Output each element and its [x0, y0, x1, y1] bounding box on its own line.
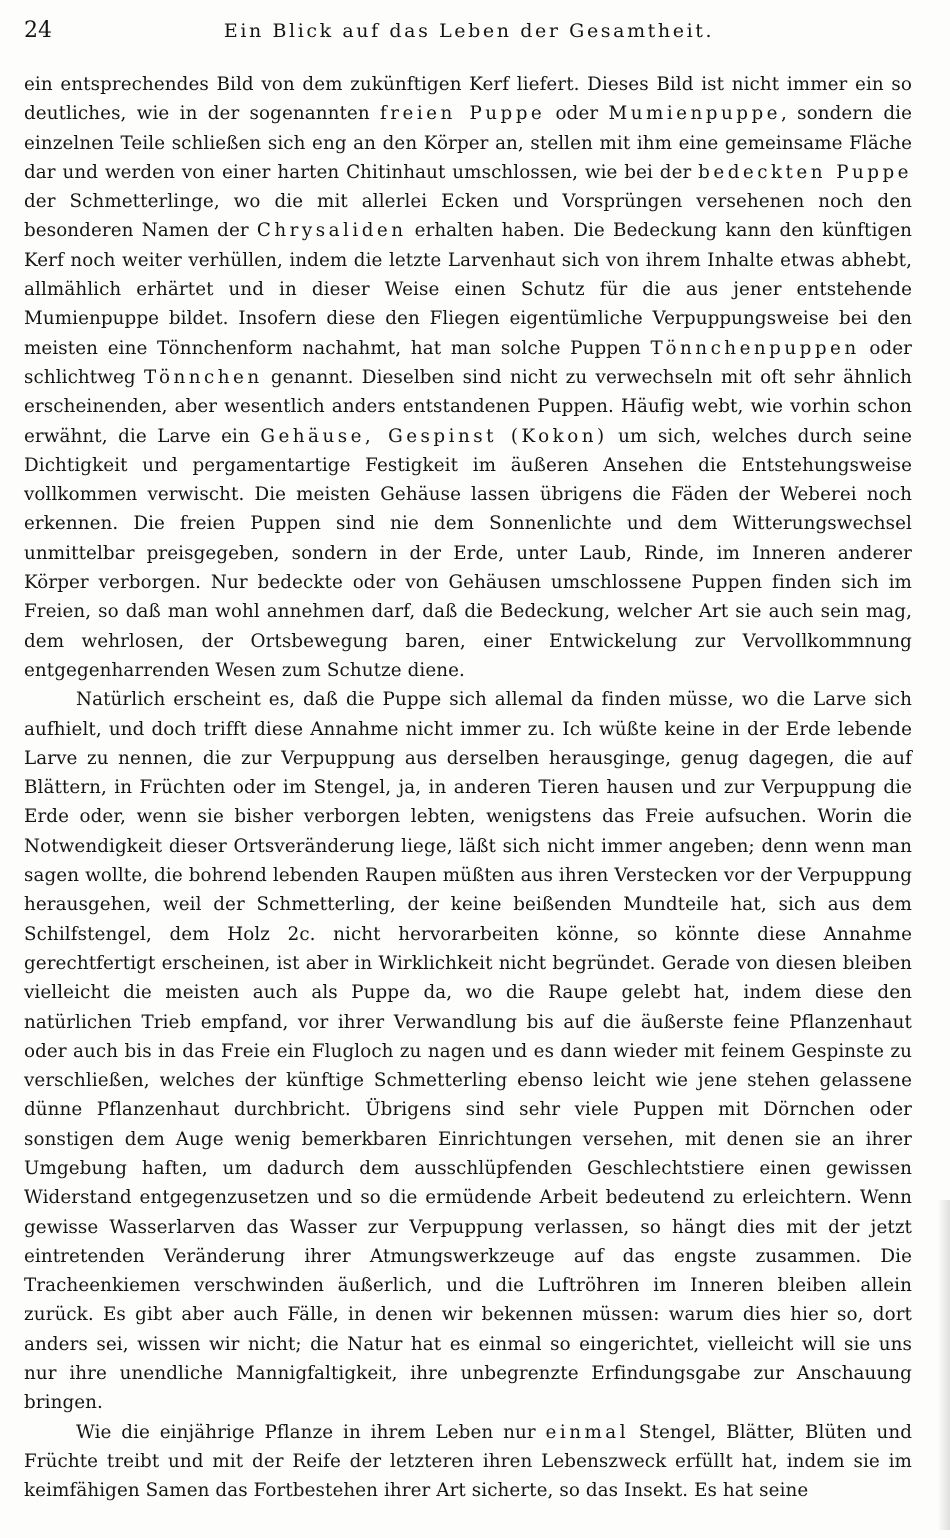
emphasized-term: Tönnchenpuppen: [650, 337, 860, 359]
paragraph: [24, 685, 912, 1417]
emphasized-term: Gehäuse, Gespinst (Kokon): [260, 425, 608, 447]
text-run: oder schlichtweg: [24, 337, 913, 388]
text-run: , sondern die einzelnen Teile schließen sich eng an den Körper an, stellen mit ihm eine gemeinsame Fläche dar und werden von einer harten Chitinhaut umschlossen, wie bei der: [24, 103, 912, 183]
text-run: ein entsprechendes Bild von dem zukünftigen Kerf liefert. Dieses Bild ist nicht immer ein so deutliches, wie in der sogenannten: [24, 74, 912, 125]
emphasized-term: freien Puppe: [380, 103, 546, 125]
text-run: Wie die einjährige Pflanze in ihrem Leben nur: [76, 1421, 546, 1443]
text-run: oder: [545, 103, 609, 125]
emphasized-term: Mumienpuppe: [608, 103, 781, 125]
page-edge-shadow: [938, 1200, 950, 1530]
text-run: der Schmetterlinge, wo die mit allerlei Ecken und Vorsprüngen versehenen noch den besonderen Namen der: [24, 191, 912, 242]
text-run: um sich, welches durch seine Dichtigkeit und pergamentartige Festigkeit im äußeren Ansehen die Entstehungsweise vollkommen verwischt. Die meisten Gehäuse lassen übrigens die Fäden der Weberei noch erkennen. Die freien Puppen sind nie dem Sonnenlichte und dem Witterungswechsel unmittelbar preisgegeben, sondern in der Erde, unter Laub, Rinde, im Inneren anderer Körper verborgen. Nur bedeckte oder von Gehäusen umschlossene Puppen finden sich im Freien, so daß man wohl annehmen darf, daß die Bedeckung, welcher Art sie auch sein mag, dem wehrlosen, der Ortsbewegung baren, einer Entwickelung zur Vervollkommnung entgegenharrenden Wesen zum Schutze diene.: [24, 425, 913, 681]
emphasized-term: Tönnchen: [143, 366, 263, 388]
page-header: [24, 18, 914, 54]
page-number: 24: [24, 18, 52, 43]
emphasized-term: bedeckten Puppe: [698, 161, 912, 183]
paragraph: [24, 70, 912, 685]
text-run: Stengel, Blätter, Blüten und Früchte treibt und mit der Reife der letzteren ihren Lebenszweck erfüllt hat, indem sie im keimfähigen Samen das Fortbestehen ihrer Art sicherte, so das Insekt. Es hat seine: [24, 1421, 912, 1502]
emphasized-term: Chrysaliden: [256, 220, 407, 242]
running-title: Ein Blick auf das Leben der Gesamtheit.: [223, 20, 715, 42]
text-run: genannt. Dieselben sind nicht zu verwechseln mit oft sehr ähnlich erscheinenden, aber wesentlich anders entstandenen Puppen. Häufig webt, wie vorhin schon erwähnt, die Larve ein: [24, 366, 912, 447]
body-text: [24, 70, 912, 1506]
emphasized-term: einmal: [545, 1421, 630, 1443]
paragraph: [24, 1418, 912, 1506]
text-run: Natürlich erscheint es, daß die Puppe sich allemal da finden müsse, wo die Larve sich aufhielt, und doch trifft diese Annahme nicht immer zu. Ich wüßte keine in der Erde lebende Larve zu nennen, die zur Verpuppung aus derselben herausginge, genug dagegen, die auf Blättern, in Früchten oder im Stengel, ja, in anderen Tieren hausen und zur Verpuppung die Erde oder, wenn sie bisher verborgen lebten, wenigstens das Freie aufsuchen. Worin die Notwendigkeit dieser Ortsveränderung liege, läßt sich nicht immer angeben; denn wenn man sagen wollte, die bohrend lebenden Raupen müßten aus ihren Verstecken vor der Verpuppung herausgehen, weil der Schmetterling, der keine beißenden Mundteile hat, sich aus dem Schilfstengel, dem Holz 2c. nicht hervorarbeiten könne, so könnte diese Annahme gerechtfertigt erscheinen, ist aber in Wirklichkeit nicht begründet. Gerade von diesen bleiben vielleicht die meisten auch als Puppe da, wo die Raupe gelebt hat, indem diese den natürlichen Trieb empfand, vor ihrer Verwandlung bis auf die äußerste feine Pflanzenhaut oder auch bis in das Freie ein Flugloch zu nagen und es dann wieder mit feinem Gespinste zu verschließen, welches der künftige Schmetterling ebenso leicht wie jene stehen gelassene dünne Pflanzenhaut durchbricht. Übrigens sind sehr viele Puppen mit Dörnchen oder sonstigen dem Auge wenig bemerkbaren Einrichtungen versehen, mit denen sie an ihrer Umgebung haften, um dadurch dem ausschlüpfenden Geschlechtstiere einen gewissen Widerstand entgegenzusetzen und so die ermüdende Arbeit bedeutend zu erleichtern. Wenn gewisse Wasserlarven das Wasser zur Verpuppung verlassen, so hängt dies mit der jetzt eintretenden Veränderung ihrer Atmungswerkzeuge auf das engste zusammen. Die Tracheenkiemen verschwinden äußerlich, und die Luftröhren im Inneren bleiben allein zurück. Es gibt aber auch Fälle, in denen wir bekennen müssen: warum dies hier so, dort anders sei, wissen wir nicht; die Natur hat es einmal so eingerichtet, vielleicht will sie uns nur ihre unendliche Mannigfaltigkeit, ihre unbegrenzte Erfindungsgabe zur Anschauung bringen.: [24, 689, 912, 1414]
text-run: erhalten haben. Die Bedeckung kann den künftigen Kerf noch weiter verhüllen, indem die letzte Larvenhaut sich von ihrem Inhalte etwas abhebt, allmählich erhärtet und in dieser Weise einen Schutz für die aus jener entstehende Mumienpuppe bildet. Insofern diese den Fliegen eigentümliche Verpuppungsweise bei den meisten eine Tönnchenform nachahmt, hat man solche Puppen: [24, 220, 912, 359]
